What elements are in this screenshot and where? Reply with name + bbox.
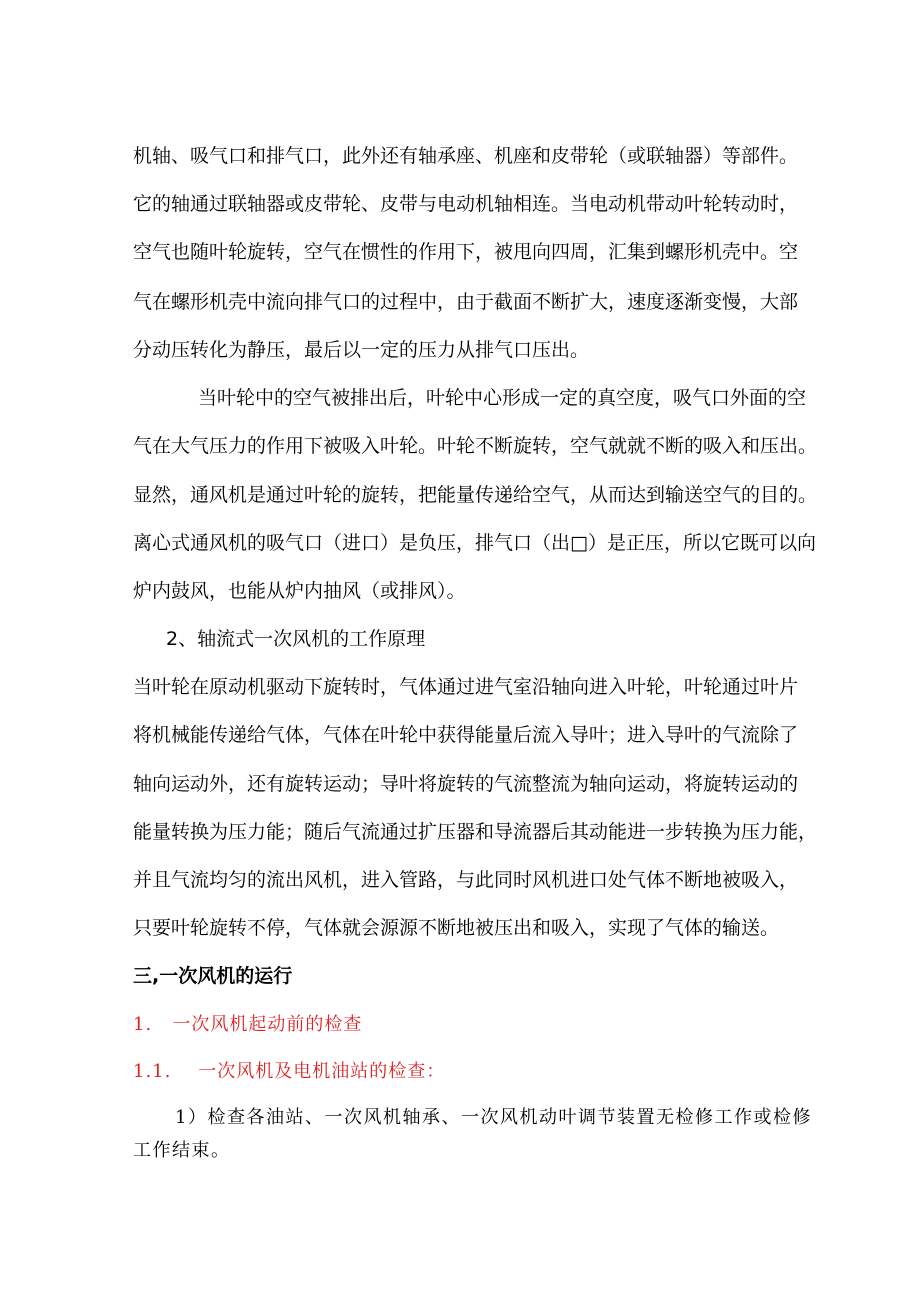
- paragraph-line: 炉内鼓风，也能从炉内抽风（或排风）。: [133, 580, 466, 602]
- paragraph-line: 气在大气压力的作用下被吸入叶轮。叶轮不断旋转，空气就就不断的吸入和压出。: [133, 435, 818, 457]
- paragraph-line: 当叶轮在原动机驱动下旋转时，气体通过进气室沿轴向进入叶轮，叶轮通过叶片: [133, 676, 799, 698]
- paragraph-line: 只要叶轮旋转不停，气体就会源源不断地被压出和吸入，实现了气体的输送。: [133, 917, 780, 939]
- section-title: 2、轴流式一次风机的工作原理: [166, 628, 426, 650]
- subsection-heading: 1. 一次风机起动前的检查: [133, 1014, 363, 1035]
- paragraph-line: 气在螺形机壳中流向排气口的过程中，由于截面不断扩大，速度逐渐变慢，大部: [133, 291, 799, 313]
- paragraph-line: 将机械能传递给气体，气体在叶轮中获得能量后流入导叶；进入导叶的气流除了: [133, 724, 799, 746]
- subsubsection-heading: 1.1. 一次风机及电机油站的检查：: [133, 1061, 446, 1082]
- paragraph-line: 离心式通风机的吸气口（进口）是负压，排气口（出□）是正压，所以它既可以向: [133, 532, 816, 554]
- chapter-heading: 三,一次风机的运行: [133, 965, 293, 987]
- paragraph-line: 它的轴通过联轴器或皮带轮、皮带与电动机轴相连。当电动机带动叶轮转动时，: [133, 193, 799, 215]
- paragraph-line: 显然，通风机是通过叶轮的旋转，把能量传递给空气，从而达到输送空气的目的。: [133, 484, 818, 506]
- paragraph-line: 分动压转化为静压，最后以一定的压力从排气口压出。: [133, 339, 590, 361]
- paragraph-line: 当叶轮中的空气被排出后，叶轮中心形成一定的真空度，吸气口外面的空: [198, 387, 807, 409]
- paragraph-line: 并且气流均匀的流出风机，进入管路，与此同时风机进口处气体不断地被吸入，: [133, 869, 799, 891]
- paragraph-line: 轴向运动外，还有旋转运动；导叶将旋转的气流整流为轴向运动，将旋转运动的: [133, 773, 799, 795]
- check-item-line: 工作结束。: [133, 1140, 231, 1161]
- paragraph-line: 机轴、吸气口和排气口，此外还有轴承座、机座和皮带轮（或联轴器）等部件。: [133, 145, 799, 167]
- paragraph-line: 空气也随叶轮旋转，空气在惯性的作用下，被甩向四周，汇集到螺形机壳中。空: [133, 241, 799, 263]
- check-item-line: 1）检查各油站、一次风机轴承、一次风机动叶调节装置无检修工作或检修: [175, 1107, 812, 1128]
- paragraph-line: 能量转换为压力能；随后气流通过扩压器和导流器后其动能进一步转换为压力能，: [133, 821, 818, 843]
